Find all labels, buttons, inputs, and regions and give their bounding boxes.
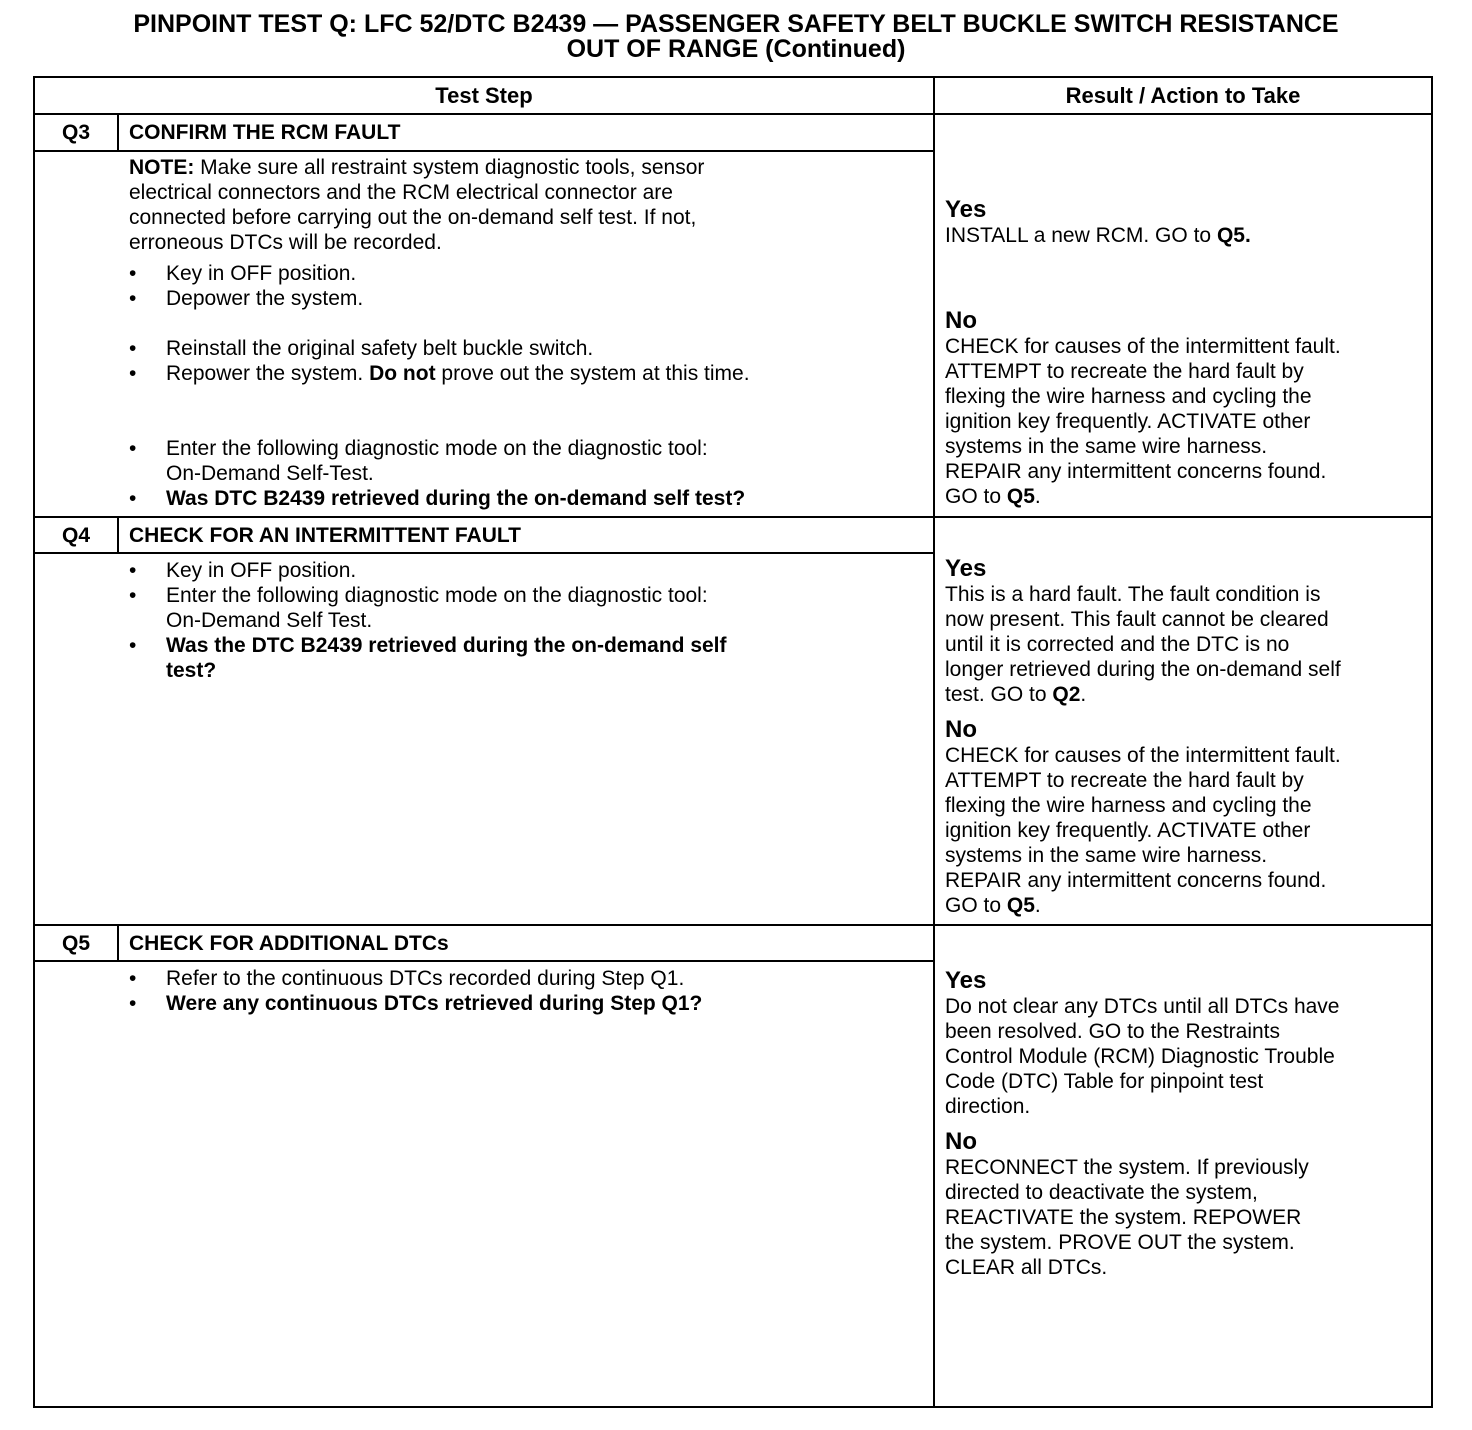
- header-test-step: Test Step: [435, 83, 533, 108]
- bullet-icon: •: [129, 992, 137, 1015]
- list-item-question: Were any continuous DTCs retrieved during Step Q1?: [166, 992, 703, 1015]
- result-text: Code (DTC) Table for pinpoint test: [945, 1070, 1264, 1093]
- result-text: CLEAR all DTCs.: [945, 1256, 1108, 1279]
- list-item-text: Key in OFF position.: [166, 262, 357, 285]
- result-yes-text: [945, 994, 1433, 1119]
- bullet-icon: •: [129, 967, 137, 990]
- step-body-q3: [129, 155, 929, 511]
- note: [129, 155, 929, 255]
- list-item: [129, 991, 929, 1016]
- result-text: REACTIVATE the system. REPOWER: [945, 1206, 1302, 1229]
- result-no-label: No: [945, 716, 977, 743]
- bullet-icon: •: [129, 584, 137, 607]
- list-item-text: Enter the following diagnostic mode on the diagnostic tool:: [166, 584, 708, 607]
- goto-step-link: Q2: [1052, 683, 1081, 706]
- result-text: REPAIR any intermittent concerns found.: [945, 869, 1327, 892]
- bullet-icon: •: [129, 287, 137, 310]
- bullet-icon: •: [129, 487, 137, 510]
- result-yes-text: [945, 582, 1433, 707]
- result-text: direction.: [945, 1095, 1031, 1118]
- result-text: the system. PROVE OUT the system.: [945, 1231, 1295, 1254]
- list-item: [129, 361, 929, 386]
- note-text-line-1: Make sure all restraint system diagnostic tools, sensor: [200, 156, 705, 179]
- result-q4: [945, 556, 1433, 918]
- result-no-text: [945, 334, 1433, 509]
- note-label: NOTE:: [129, 156, 195, 179]
- bullet-icon: •: [129, 362, 137, 385]
- step-title-q5: CHECK FOR ADDITIONAL DTCs: [129, 932, 449, 955]
- list-item: [129, 583, 929, 633]
- result-text: Do not clear any DTCs until all DTCs have: [945, 995, 1340, 1018]
- result-text: until it is corrected and the DTC is no: [945, 633, 1290, 656]
- list-item: [129, 633, 929, 683]
- step-title-q4: CHECK FOR AN INTERMITTENT FAULT: [129, 524, 521, 547]
- result-no-text: [945, 1155, 1433, 1280]
- result-text: flexing the wire harness and cycling the: [945, 794, 1312, 817]
- list-item: [129, 286, 929, 311]
- goto-step-link: Q5.: [1216, 224, 1251, 247]
- result-text: longer retrieved during the on-demand self: [945, 658, 1341, 681]
- step-id-q3: Q3: [61, 121, 90, 144]
- step-body-q4: [129, 558, 929, 683]
- id-divider-q5: [117, 926, 119, 960]
- note-text-line-4: erroneous DTCs will be recorded.: [129, 231, 442, 254]
- list-item-text: On-Demand Self-Test.: [166, 462, 374, 485]
- result-text: INSTALL a new RCM. GO to: [945, 224, 1212, 247]
- page-title: [0, 12, 1472, 62]
- result-yes-label: Yes: [945, 967, 987, 994]
- list-item: [129, 966, 929, 991]
- result-text: been resolved. GO to the Restraints: [945, 1020, 1281, 1043]
- header-result-action: Result / Action to Take: [1065, 83, 1301, 108]
- result-yes-label: Yes: [945, 555, 987, 582]
- list-item-text: Reinstall the original safety belt buckle switch.: [166, 337, 594, 360]
- result-text: ATTEMPT to recreate the hard fault by: [945, 769, 1304, 792]
- step-body-q5: [129, 966, 929, 1016]
- result-text: flexing the wire harness and cycling the: [945, 385, 1312, 408]
- list-item-text: Enter the following diagnostic mode on the diagnostic tool:: [166, 437, 708, 460]
- bullet-icon: •: [129, 634, 137, 657]
- step-id-q4: Q4: [61, 524, 90, 547]
- list-item: [129, 261, 929, 286]
- list-item: [129, 436, 929, 486]
- list-item-question: Was the DTC B2439 retrieved during the on-demand self: [166, 634, 727, 657]
- result-text: This is a hard fault. The fault condition is: [945, 583, 1321, 606]
- result-text: now present. This fault cannot be cleared: [945, 608, 1329, 631]
- note-text-line-2: electrical connectors and the RCM electrical connector are: [129, 181, 673, 204]
- list-item: [129, 558, 929, 583]
- result-text: .: [1034, 894, 1041, 917]
- result-text: .: [1080, 683, 1087, 706]
- result-no-label: No: [945, 1128, 977, 1155]
- result-text: test. GO to: [945, 683, 1047, 706]
- result-text: .: [1034, 485, 1041, 508]
- list-item: [129, 486, 929, 511]
- list-item-text: Depower the system.: [166, 287, 364, 310]
- list-item-text: Refer to the continuous DTCs recorded during Step Q1.: [166, 967, 685, 990]
- id-divider-q4: [117, 518, 119, 552]
- pinpoint-test-table: [33, 76, 1433, 1408]
- bullet-icon: •: [129, 337, 137, 360]
- id-divider-q3: [117, 115, 119, 150]
- list-item-question: Was DTC B2439 retrieved during the on-demand self test?: [166, 487, 746, 510]
- result-text: CHECK for causes of the intermittent fault.: [945, 335, 1341, 358]
- result-text: GO to: [945, 485, 1002, 508]
- bullet-icon: •: [129, 437, 137, 460]
- step-title-divider-q3: [35, 150, 933, 152]
- note-text-line-3: connected before carrying out the on-demand self test. If not,: [129, 206, 697, 229]
- bullet-icon: •: [129, 262, 137, 285]
- result-text: CHECK for causes of the intermittent fault.: [945, 744, 1341, 767]
- list-item-text: Repower the system.: [166, 362, 364, 385]
- result-text: ATTEMPT to recreate the hard fault by: [945, 360, 1304, 383]
- result-text: ignition key frequently. ACTIVATE other: [945, 819, 1311, 842]
- column-divider: [933, 78, 935, 1406]
- step-id-q5: Q5: [61, 932, 90, 955]
- result-text: systems in the same wire harness.: [945, 435, 1268, 458]
- bullet-icon: •: [129, 559, 137, 582]
- result-text: ignition key frequently. ACTIVATE other: [945, 410, 1311, 433]
- list-item-text: On-Demand Self Test.: [166, 609, 373, 632]
- list-item-emphasis: Do not: [369, 362, 436, 385]
- list-item-question: test?: [166, 659, 217, 682]
- result-text: Control Module (RCM) Diagnostic Trouble: [945, 1045, 1335, 1068]
- result-text: systems in the same wire harness.: [945, 844, 1268, 867]
- goto-step-link: Q5: [1006, 894, 1035, 917]
- result-no-text: [945, 743, 1433, 918]
- result-q3: [945, 197, 1433, 509]
- result-yes-text: [945, 223, 1433, 248]
- list-item-text: prove out the system at this time.: [441, 362, 750, 385]
- result-text: directed to deactivate the system,: [945, 1181, 1258, 1204]
- result-no-label: No: [945, 307, 977, 334]
- result-text: RECONNECT the system. If previously: [945, 1156, 1309, 1179]
- step-title-q3: CONFIRM THE RCM FAULT: [129, 121, 401, 144]
- result-text: REPAIR any intermittent concerns found.: [945, 460, 1327, 483]
- goto-step-link: Q5: [1006, 485, 1035, 508]
- result-q5: [945, 968, 1433, 1280]
- page-title-line-2: OUT OF RANGE (Continued): [566, 35, 906, 63]
- page-title-line-1: PINPOINT TEST Q: LFC 52/DTC B2439 — PASSENGER SAFETY BELT BUCKLE SWITCH RESISTANCE: [133, 10, 1339, 38]
- list-item-text: Key in OFF position.: [166, 559, 357, 582]
- result-text: GO to: [945, 894, 1002, 917]
- list-item: [129, 336, 929, 361]
- result-yes-label: Yes: [945, 196, 987, 223]
